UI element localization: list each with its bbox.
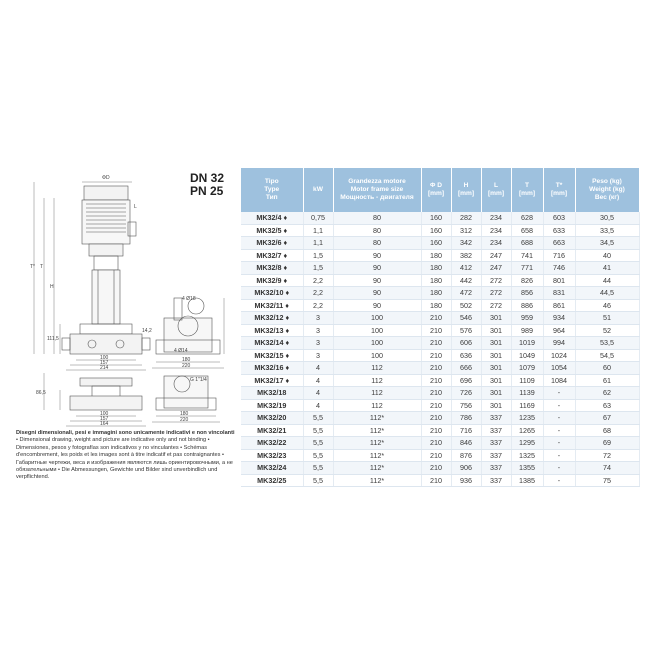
- table-cell: 112: [333, 362, 421, 375]
- table-cell: 301: [481, 387, 511, 400]
- table-cell: 382: [451, 249, 481, 262]
- dim-14-2: 14,2: [142, 328, 152, 334]
- table-cell: 44: [575, 274, 639, 287]
- pump-type-cell: MK32/15 ♦: [241, 349, 303, 362]
- table-cell: 959: [511, 312, 543, 325]
- table-cell: 272: [481, 287, 511, 300]
- table-cell: 1265: [511, 424, 543, 437]
- table-cell: 160: [421, 212, 451, 224]
- table-cell: -: [543, 474, 575, 487]
- column-header: Peso (kg) Weight (kg) Вес (кг): [575, 168, 639, 212]
- table-cell: 3: [303, 349, 333, 362]
- pump-type-cell: MK32/24: [241, 462, 303, 475]
- table-cell: 112*: [333, 449, 421, 462]
- table-cell: 210: [421, 474, 451, 487]
- pump-type-cell: MK32/19: [241, 399, 303, 412]
- column-header: T [mm]: [511, 168, 543, 212]
- dim-100: 100: [100, 355, 109, 361]
- table-cell: 210: [421, 412, 451, 425]
- table-cell: 30,5: [575, 212, 639, 224]
- table-cell: 4: [303, 362, 333, 375]
- pump-type-cell: MK32/17 ♦: [241, 374, 303, 387]
- table-cell: 75: [575, 474, 639, 487]
- table-cell: 312: [451, 224, 481, 237]
- pump-type-cell: MK32/25: [241, 474, 303, 487]
- dim-220-b: 220: [180, 417, 189, 423]
- pump-type-cell: MK32/23: [241, 449, 303, 462]
- table-cell: 5,5: [303, 437, 333, 450]
- table-row: [241, 437, 639, 450]
- table-cell: 3: [303, 324, 333, 337]
- dim-100-b: 100: [100, 411, 109, 417]
- table-cell: 1385: [511, 474, 543, 487]
- table-cell: 472: [451, 287, 481, 300]
- table-cell: 337: [481, 462, 511, 475]
- table-cell: 90: [333, 249, 421, 262]
- table-cell: 272: [481, 274, 511, 287]
- dim-phi14: 4 Ø14: [174, 348, 188, 354]
- pump-type-cell: MK32/4 ♦: [241, 212, 303, 224]
- table-cell: 63: [575, 399, 639, 412]
- table-cell: 210: [421, 462, 451, 475]
- table-cell: 663: [543, 237, 575, 250]
- table-cell: 301: [481, 399, 511, 412]
- table-cell: 856: [511, 287, 543, 300]
- spec-table: [241, 168, 640, 487]
- table-cell: 756: [451, 399, 481, 412]
- dim-phi-d: ΦD: [102, 175, 110, 181]
- table-cell: 2,2: [303, 299, 333, 312]
- pump-type-cell: MK32/18: [241, 387, 303, 400]
- table-cell: 576: [451, 324, 481, 337]
- table-cell: 301: [481, 337, 511, 350]
- table-row: [241, 237, 639, 250]
- table-cell: 337: [481, 424, 511, 437]
- column-header: Tipo Type Тип: [241, 168, 303, 212]
- table-cell: 180: [421, 249, 451, 262]
- table-cell: 633: [543, 224, 575, 237]
- column-header: H [mm]: [451, 168, 481, 212]
- dim-180-b: 180: [180, 411, 189, 417]
- table-cell: 1019: [511, 337, 543, 350]
- table-cell: 337: [481, 449, 511, 462]
- table-row: [241, 362, 639, 375]
- table-cell: 4: [303, 399, 333, 412]
- table-cell: 180: [421, 274, 451, 287]
- pump-type-cell: MK32/12 ♦: [241, 312, 303, 325]
- table-cell: 72: [575, 449, 639, 462]
- table-cell: 112*: [333, 412, 421, 425]
- table-cell: 801: [543, 274, 575, 287]
- table-cell: 1109: [511, 374, 543, 387]
- table-row: [241, 324, 639, 337]
- table-cell: 0,75: [303, 212, 333, 224]
- column-header: Φ D [mm]: [421, 168, 451, 212]
- table-cell: 112*: [333, 437, 421, 450]
- table-cell: 301: [481, 362, 511, 375]
- table-cell: 180: [421, 262, 451, 275]
- pump-type-cell: MK32/11 ♦: [241, 299, 303, 312]
- table-cell: 90: [333, 274, 421, 287]
- table-cell: -: [543, 449, 575, 462]
- table-cell: 337: [481, 437, 511, 450]
- table-row: [241, 449, 639, 462]
- table-cell: 1355: [511, 462, 543, 475]
- table-row: [241, 262, 639, 275]
- pump-type-cell: MK32/9 ♦: [241, 274, 303, 287]
- table-cell: 726: [451, 387, 481, 400]
- table-cell: 831: [543, 287, 575, 300]
- pump-dimension-drawing: [14, 168, 234, 428]
- table-cell: 234: [481, 224, 511, 237]
- pump-type-cell: MK32/6 ♦: [241, 237, 303, 250]
- table-cell: 52: [575, 324, 639, 337]
- pump-type-cell: MK32/7 ♦: [241, 249, 303, 262]
- table-cell: 234: [481, 237, 511, 250]
- column-header: Grandezza motore Motor frame size Мощность - двигателя: [333, 168, 421, 212]
- table-cell: 3: [303, 312, 333, 325]
- table-cell: 4: [303, 387, 333, 400]
- table-cell: 210: [421, 437, 451, 450]
- disclaimer-text: [16, 430, 238, 482]
- table-cell: 606: [451, 337, 481, 350]
- table-cell: 826: [511, 274, 543, 287]
- pump-type-cell: MK32/10 ♦: [241, 287, 303, 300]
- table-cell: 658: [511, 224, 543, 237]
- dim-t-star: T*: [30, 264, 35, 270]
- table-cell: 61: [575, 374, 639, 387]
- table-cell: 696: [451, 374, 481, 387]
- table-cell: 786: [451, 412, 481, 425]
- table-row: [241, 412, 639, 425]
- table-cell: 2,2: [303, 274, 333, 287]
- table-cell: 60: [575, 362, 639, 375]
- table-cell: 90: [333, 299, 421, 312]
- table-cell: 876: [451, 449, 481, 462]
- table-cell: 337: [481, 474, 511, 487]
- table-cell: 112: [333, 374, 421, 387]
- table-row: [241, 224, 639, 237]
- dim-h: H: [50, 284, 54, 290]
- dim-180: 180: [182, 357, 191, 363]
- table-cell: 112*: [333, 474, 421, 487]
- table-cell: 62: [575, 387, 639, 400]
- pump-type-cell: MK32/21: [241, 424, 303, 437]
- table-row: [241, 249, 639, 262]
- table-cell: 771: [511, 262, 543, 275]
- table-cell: 210: [421, 449, 451, 462]
- table-cell: 1084: [543, 374, 575, 387]
- table-row: [241, 287, 639, 300]
- table-cell: 546: [451, 312, 481, 325]
- table-cell: 210: [421, 337, 451, 350]
- table-cell: 69: [575, 437, 639, 450]
- dim-157-b: 157: [100, 416, 109, 422]
- table-cell: 67: [575, 412, 639, 425]
- dim-111-5: 111,5: [47, 336, 59, 342]
- table-cell: 210: [421, 424, 451, 437]
- table-cell: 1,5: [303, 262, 333, 275]
- table-cell: 337: [481, 412, 511, 425]
- table-cell: 210: [421, 312, 451, 325]
- table-cell: 994: [543, 337, 575, 350]
- table-cell: -: [543, 462, 575, 475]
- table-cell: 1054: [543, 362, 575, 375]
- table-cell: 247: [481, 262, 511, 275]
- table-cell: 1325: [511, 449, 543, 462]
- table-cell: 1079: [511, 362, 543, 375]
- table-cell: 180: [421, 299, 451, 312]
- pump-type-cell: MK32/5 ♦: [241, 224, 303, 237]
- table-cell: 342: [451, 237, 481, 250]
- dn-rating: DN 32: [190, 171, 225, 185]
- pump-type-cell: MK32/13 ♦: [241, 324, 303, 337]
- table-header-row: [241, 168, 639, 212]
- table-cell: -: [543, 437, 575, 450]
- table-cell: 160: [421, 224, 451, 237]
- table-cell: 234: [481, 212, 511, 224]
- table-cell: 886: [511, 299, 543, 312]
- table-cell: 716: [543, 249, 575, 262]
- table-cell: 100: [333, 312, 421, 325]
- table-row: [241, 299, 639, 312]
- table-cell: 716: [451, 424, 481, 437]
- pump-type-cell: MK32/14 ♦: [241, 337, 303, 350]
- table-row: [241, 349, 639, 362]
- pump-type-cell: MK32/20: [241, 412, 303, 425]
- table-cell: 100: [333, 349, 421, 362]
- table-cell: 934: [543, 312, 575, 325]
- table-cell: 90: [333, 287, 421, 300]
- dim-g: G 1"1/4: [190, 377, 207, 383]
- table-cell: 846: [451, 437, 481, 450]
- table-cell: 282: [451, 212, 481, 224]
- table-row: [241, 474, 639, 487]
- dim-214: 214: [100, 365, 109, 371]
- table-row: [241, 399, 639, 412]
- table-cell: 80: [333, 237, 421, 250]
- table-cell: 100: [333, 337, 421, 350]
- table-cell: 160: [421, 237, 451, 250]
- table-cell: 936: [451, 474, 481, 487]
- dim-157: 157: [100, 360, 109, 366]
- dim-l: L: [134, 204, 137, 210]
- table-cell: 51: [575, 312, 639, 325]
- table-cell: 112*: [333, 462, 421, 475]
- table-row: [241, 312, 639, 325]
- table-cell: 53,5: [575, 337, 639, 350]
- dim-phi18: 4 Ø18: [182, 296, 196, 302]
- table-cell: 2,2: [303, 287, 333, 300]
- pump-type-cell: MK32/16 ♦: [241, 362, 303, 375]
- table-row: [241, 274, 639, 287]
- table-cell: 80: [333, 212, 421, 224]
- table-cell: 68: [575, 424, 639, 437]
- disclaimer-body: • Dimensional drawing, weight and picture are indicative only and not binding • Dimensiones, pesos y fotografías son indicativos y no vinculantes • Schémas d'encombrement, les poids et les images sont à titre indicatif et pas contraignantes • Габаритные чертежи, веса и изображения являются лишь ориентировочными, а не обязательными • Die Abmessungen, Gewichte und Bilder sind unverbindlich und verpflichtend.: [16, 437, 233, 481]
- table-cell: 272: [481, 299, 511, 312]
- column-header: L [mm]: [481, 168, 511, 212]
- table-cell: 112: [333, 387, 421, 400]
- table-row: [241, 387, 639, 400]
- table-cell: 1,1: [303, 224, 333, 237]
- table-cell: -: [543, 387, 575, 400]
- table-cell: 301: [481, 324, 511, 337]
- table-cell: 1,1: [303, 237, 333, 250]
- table-cell: 100: [333, 324, 421, 337]
- table-cell: 741: [511, 249, 543, 262]
- table-body: [241, 212, 639, 487]
- column-header: T* [mm]: [543, 168, 575, 212]
- disclaimer-bold: Disegni dimensionali, pesi e immagini sono unicamente indicativi e non vincolanti: [16, 430, 235, 436]
- table-cell: 5,5: [303, 424, 333, 437]
- table-cell: 964: [543, 324, 575, 337]
- table-cell: 636: [451, 349, 481, 362]
- table-cell: -: [543, 399, 575, 412]
- table-cell: 74: [575, 462, 639, 475]
- pump-type-cell: MK32/8 ♦: [241, 262, 303, 275]
- table-cell: 112*: [333, 424, 421, 437]
- table-row: [241, 337, 639, 350]
- table-cell: 41: [575, 262, 639, 275]
- table-cell: -: [543, 424, 575, 437]
- table-cell: 5,5: [303, 412, 333, 425]
- table-cell: 412: [451, 262, 481, 275]
- table-cell: 3: [303, 337, 333, 350]
- table-row: [241, 212, 639, 224]
- dim-164: 164: [100, 421, 109, 427]
- table-cell: 1295: [511, 437, 543, 450]
- table-cell: 40: [575, 249, 639, 262]
- dim-220: 220: [182, 363, 191, 369]
- table-cell: 180: [421, 287, 451, 300]
- table-cell: 210: [421, 362, 451, 375]
- table-cell: 1,5: [303, 249, 333, 262]
- table-cell: 301: [481, 312, 511, 325]
- table-cell: 1024: [543, 349, 575, 362]
- table-cell: 210: [421, 399, 451, 412]
- table-cell: 301: [481, 374, 511, 387]
- table-cell: 5,5: [303, 474, 333, 487]
- table-cell: 80: [333, 224, 421, 237]
- table-cell: 210: [421, 349, 451, 362]
- table-cell: 112: [333, 399, 421, 412]
- table-cell: 1235: [511, 412, 543, 425]
- table-cell: 628: [511, 212, 543, 224]
- table-cell: 502: [451, 299, 481, 312]
- table-cell: 5,5: [303, 449, 333, 462]
- table-cell: 688: [511, 237, 543, 250]
- dim-86-5: 86,5: [36, 390, 46, 396]
- pn-rating: PN 25: [190, 184, 224, 198]
- pressure-rating: [190, 172, 238, 198]
- table-row: [241, 424, 639, 437]
- table-cell: 442: [451, 274, 481, 287]
- table-cell: 906: [451, 462, 481, 475]
- dim-t: T: [40, 264, 44, 270]
- column-header: kW: [303, 168, 333, 212]
- table-cell: 1169: [511, 399, 543, 412]
- table-cell: 46: [575, 299, 639, 312]
- table-cell: 603: [543, 212, 575, 224]
- table-cell: 210: [421, 387, 451, 400]
- table-cell: 34,5: [575, 237, 639, 250]
- table-cell: 666: [451, 362, 481, 375]
- table-cell: 989: [511, 324, 543, 337]
- table-cell: 210: [421, 324, 451, 337]
- table-cell: 301: [481, 349, 511, 362]
- table-row: [241, 374, 639, 387]
- table-cell: 33,5: [575, 224, 639, 237]
- table-cell: 90: [333, 262, 421, 275]
- table-cell: -: [543, 412, 575, 425]
- table-cell: 210: [421, 374, 451, 387]
- pump-type-cell: MK32/22: [241, 437, 303, 450]
- table-row: [241, 462, 639, 475]
- table-cell: 5,5: [303, 462, 333, 475]
- table-cell: 4: [303, 374, 333, 387]
- table-cell: 1049: [511, 349, 543, 362]
- table-cell: 746: [543, 262, 575, 275]
- table-cell: 44,5: [575, 287, 639, 300]
- table-cell: 861: [543, 299, 575, 312]
- table-cell: 1139: [511, 387, 543, 400]
- table-cell: 247: [481, 249, 511, 262]
- table-cell: 54,5: [575, 349, 639, 362]
